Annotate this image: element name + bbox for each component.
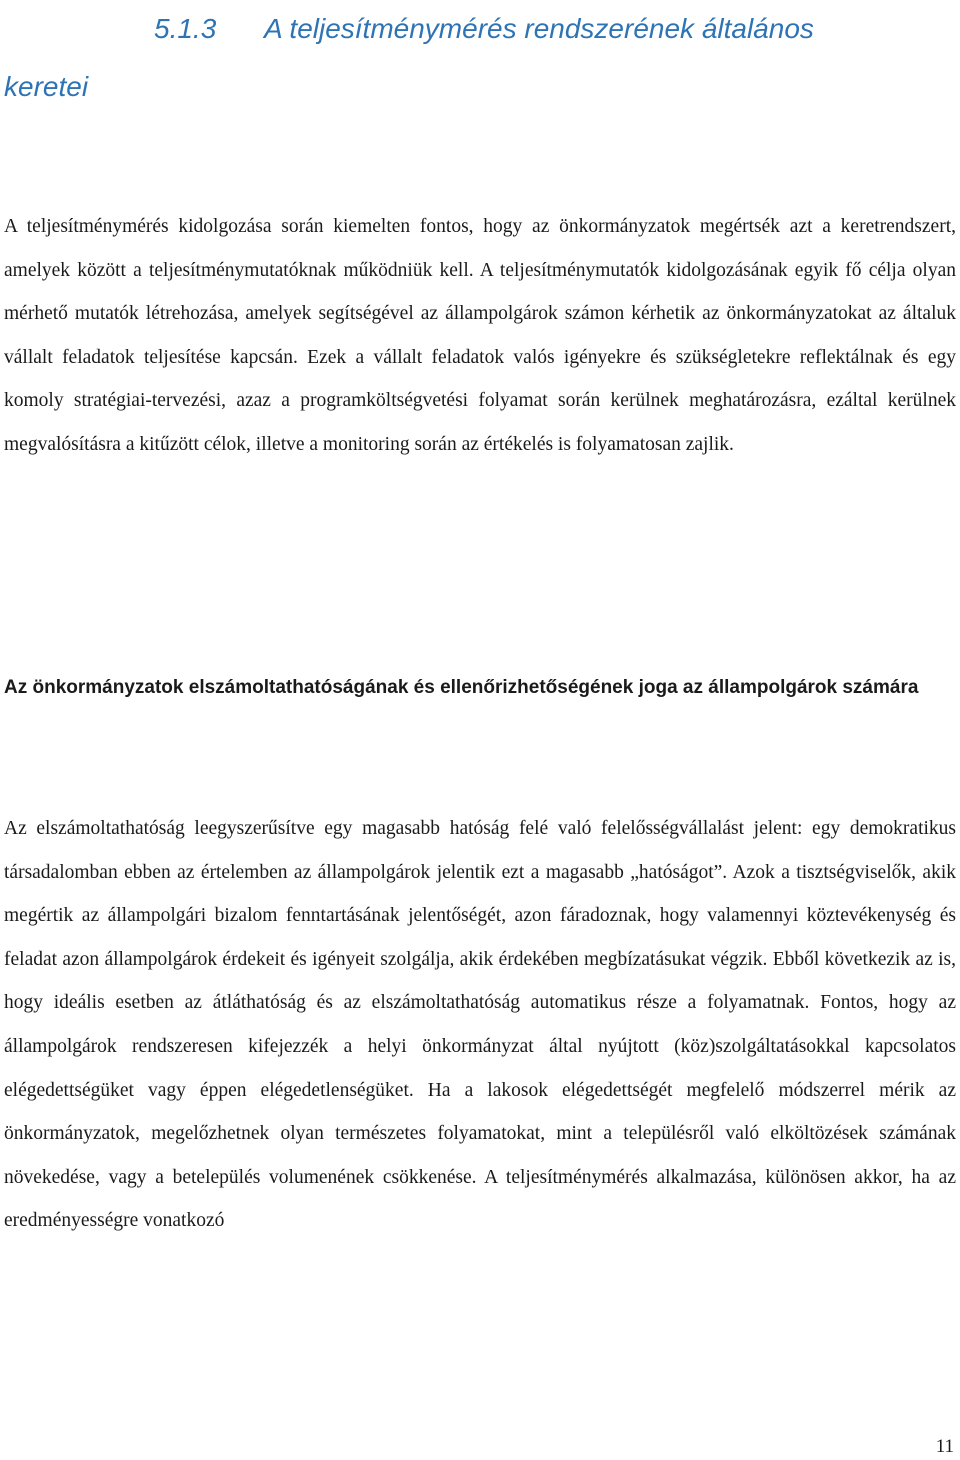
section-title-line1: A teljesítménymérés rendszerének általános <box>264 13 814 44</box>
section-title-line2: keretei <box>4 71 89 102</box>
subsection-heading: Az önkormányzatok elszámoltathatóságának és ellenőrizhetőségének joga az állampolgárok számára <box>4 677 919 698</box>
section-heading <box>4 0 954 116</box>
section-number: 5.1.3 <box>154 13 217 44</box>
page-number: 11 <box>935 1436 954 1457</box>
body-paragraph-1: A teljesítménymérés kidolgozása során kiemelten fontos, hogy az önkormányzatok megértsék azt a keretrendszert, amelyek között a teljesítménymutatóknak működniük kell. A teljesítménymutatók kidolgozásának egyik fő célja olyan mérhető mutatók létrehozása, amelyek segítségével az állampolgárok számon kérhetik az önkormányzatokat az általuk vállalt feladatok teljesítése kapcsán. Ezek a vállalt feladatok valós igényekre és szükségletekre reflektálnak és egy komoly stratégiai-tervezési, azaz a programköltségvetési folyamat során kerülnek meghatározásra, ezáltal kerülnek megvalósításra a kitűzött célok, illetve a monitoring során az értékelés is folyamatosan zajlik. <box>4 216 956 455</box>
body-paragraph-2: Az elszámoltathatóság leegyszerűsítve egy magasabb hatóság felé való felelősségvállalást jelent: egy demokratikus társadalomban ebben az értelemben az állampolgárok jelentik ezt a magasabb „hatóságot”. Azok a tisztségviselők, akik megértik az állampolgári bizalom fenntartásának jelentőségét, azon fáradoznak, hogy valamennyi köztevékenység és feladat azon állampolgárok érdekeit és igényeit szolgálja, akik érdekében megbízatásukat végzik. Ebből következik az is, hogy ideális esetben az átláthatóság és az elszámoltathatóság automatikus része a folyamatnak. Fontos, hogy az állampolgárok rendszeresen kifejezzék a helyi önkormányzat által nyújtott (köz)szolgáltatásokkal kapcsolatos elégedettségüket vagy éppen elégedetlenségüket. Ha a lakosok elégedettségét megfelelő módszerrel mérik az önkormányzatok, megelőzhetnek olyan természetes folyamatokat, mint a településről való elköltözések számának növekedése, vagy a betelepülés volumenének csökkenése. A teljesítménymérés alkalmazása, különösen akkor, ha az eredményességre vonatkozó <box>4 818 956 1232</box>
